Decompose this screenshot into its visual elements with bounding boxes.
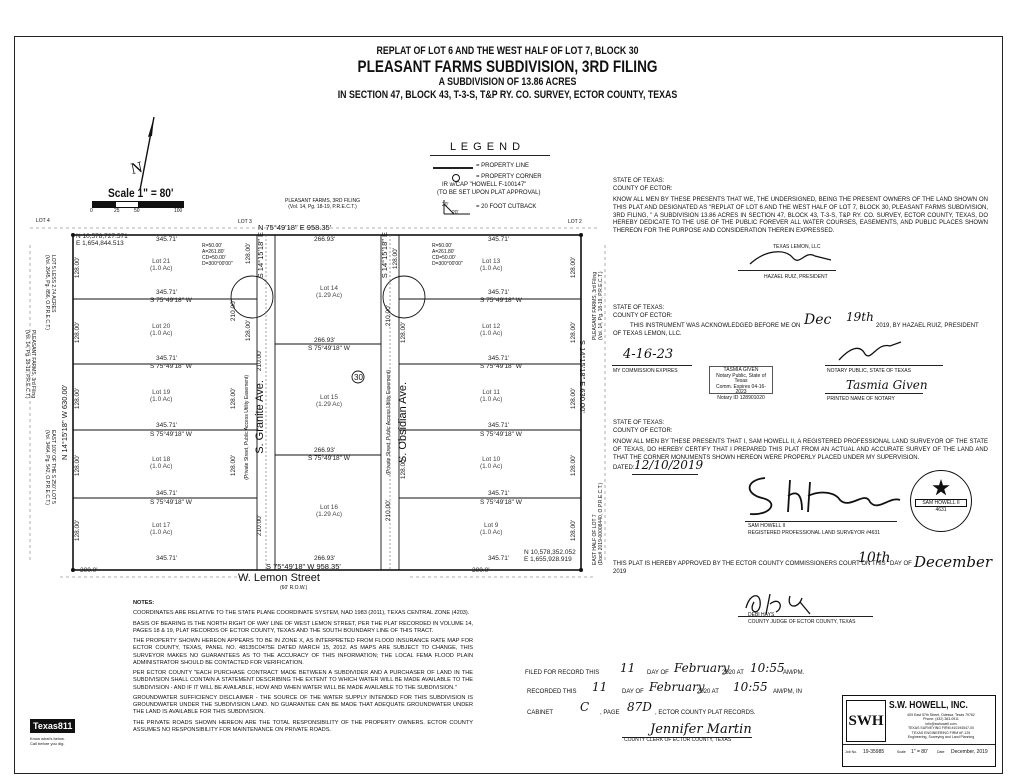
dim-bottom-right: 345.71' (488, 555, 510, 562)
scale-value-tb: 1" = 80' (911, 749, 928, 755)
dim-300-right: 300.0' (472, 567, 490, 574)
surveyor-name: SAM HOWELL II (748, 523, 786, 529)
notary-exp-line (612, 365, 692, 366)
owner-company: TEXAS LEMON, LLC (773, 244, 821, 250)
legend-underline (430, 155, 550, 156)
north-arrow-icon (118, 112, 168, 192)
dim-lot18-south: 345.71' (156, 490, 178, 497)
legend-cap: IR w/CAP "HOWELL F-100147" (442, 182, 527, 188)
legend-property-corner: = PROPERTY CORNER (476, 174, 542, 180)
dim-128-l2: 128.00' (74, 322, 81, 344)
note-4: PER ECTOR COUNTY "EACH PURCHASE CONTRACT MADE BETWEEN A SUBDIVIDER AND A PURCHASER OF LAND IN THE SUBDIVISION SHALL CONTAIN A STATEMENT DESCRIBING THE EXTENT TO WHICH WATER WILL BE MADE AVAILABLE TO THE SUBDIVISION - AND IF IT WILL BE AVAILABLE, HOW AND WHEN WATER WILL BE MADE AVAILABLE TO THE SUBDIVISION." (133, 670, 473, 691)
date-label-tb: Date (937, 750, 945, 754)
lot-13: Lot 13 (1.0 Ac) (480, 258, 503, 273)
surveyor-title: REGISTERED PROFESSIONAL LAND SURVEYOR #4631 (748, 530, 880, 536)
lot-14: Lot 14 (1.29 Ac) (316, 285, 343, 300)
filed-label: FILED FOR RECORD THIS (525, 670, 600, 676)
judge-name: DEBI HAYS (748, 612, 775, 618)
cutback-20-b: 20' (452, 210, 459, 216)
dim-128-r7: 128.00' (400, 322, 407, 344)
firm-title-block (842, 695, 996, 767)
dim-128-l5: 128.00' (74, 520, 81, 542)
dim-128-r3: 128.00' (570, 388, 577, 410)
notary-day-hand: 19th (846, 310, 874, 324)
dim-128-r8: 128.00' (400, 458, 407, 480)
plat-records: , ECTOR COUNTY PLAT RECORDS. (655, 710, 756, 716)
se-coord: N 10,578,352.052 E 1,655,928.919 (524, 549, 576, 563)
dim-210-l3: 210.00' (256, 515, 263, 537)
scale-label: Scale 1" = 80' (108, 186, 174, 200)
scale-tick-50: 50 (134, 208, 140, 214)
notary-year: 2019, BY HAZAEL RUIZ, PRESIDENT (876, 323, 979, 329)
notary-sign-line (825, 365, 943, 366)
filed-dayof: DAY OF (647, 670, 669, 676)
approval-month-hand: December (914, 553, 993, 571)
recorded-day: 11 (592, 680, 608, 694)
notes-block: NOTES: COORDINATES ARE RELATIVE TO THE STATE PLANE COORDINATE SYSTEM, NAD 1983 (2011), TEXAS CENTRAL ZONE (4203). BASIS OF BEARING IS THE NORTH RIGHT OF WAY LINE OF WEST LEMON STREET, PER THE PLAT RECORDED IN VOLUME 14, PAGES 18 & 19, PLAT RECORDS OF ECTOR COUNTY, TEXAS AND THE SOUTH BOUNDARY LINE OF THIS TRACT. THE PROPERTY SHOWN HEREON APPEARS TO BE IN ZONE X, AS INTERPRETED FROM FLOOD INSURANCE RATE MAP FOR ECTOR COUNTY, TEXAS, PANEL NO. 48135C0475E DATED MARCH 15, 2012. AS MAPS ARE SUBJECT TO CHANGE, THIS SURVEYOR MAKES NO GUARANTEES AS TO THE ACCURACY OF THIS INFORMATION; THE LOCAL FEMA FLOOD PLAIN ADMINISTRATOR SHOULD BE CONTACTED FOR VERIFICATION. PER ECTOR COUNTY "EACH PURCHASE CONTRACT MADE BETWEEN A SUBDIVIDER AND A PURCHASER OF LAND IN THE SUBDIVISION SHALL CONTAIN A STATEMENT DESCRIBING THE EXTENT TO WHICH WATER WILL BE MADE AVAILABLE TO THE SUBDIVISION - AND IF IT WILL BE AVAILABLE, HOW AND WHEN WATER WILL BE MADE AVAILABLE TO THE SUBDIVISION." GROUNDWATER SUFFICIENCY DISCLAIMER - THE SOURCE OF THE WATER SUPPLY INTENDED FOR THIS SUBDIVISION IS GROUNDWATER UNDER THE SUBDIVISION LAND. NO GUARANTEE CAN BE MADE THAT ADEQUATE GROUNDWATER UNDER THE LAND IS AVAILABLE FOR THIS SUBDIVISION. THE PRIVATE ROADS SHOWN HEREON ARE THE TOTAL RESPONSIBILITY OF THE PROPERTY OWNERS. ECTOR COUNTY ASSUMES NO RESPONSIBILITY FOR MAINTENANCE ON PRIVATE ROADS. (133, 600, 473, 733)
dim-lot21-south: 345.71' (156, 289, 178, 296)
lot-15: Lot 15 (1.29 Ac) (316, 394, 343, 409)
dim-266-3: 266.93' (314, 447, 336, 454)
lot-10: Lot 10 (1.0 Ac) (480, 456, 503, 471)
approval-day-hand: 10th (858, 550, 891, 566)
clerk-signature: Jennifer Martin (650, 722, 752, 737)
bearing-lot19-south: S 75°49'18" W (150, 431, 192, 438)
lemon-street-row: (60' R.O.W.) (280, 585, 308, 591)
firm-name: S.W. HOWELL, INC. (889, 700, 968, 711)
note-3: THE PROPERTY SHOWN HEREON APPEARS TO BE IN ZONE X, AS INTERPRETED FROM FLOOD INSURANCE RATE MAP FOR ECTOR COUNTY, TEXAS, PANEL NO. 48135C0475E DATED MARCH 15, 2012. AS MAPS ARE SUBJECT TO CHANGE, THIS SURVEYOR MAKES NO GUARANTEES AS TO THE ACCURACY OF THIS INFORMATION; THE LOCAL FEMA FLOOD PLAIN ADMINISTRATOR SHOULD BE CONTACTED FOR VERIFICATION. (133, 638, 473, 666)
dim-210-r2: 210.00' (385, 500, 392, 522)
bearing-lot11-south: S 75°49'18" W (480, 431, 522, 438)
dim-lot19-south: 345.71' (156, 422, 178, 429)
dim-lot20-south: 345.71' (156, 355, 178, 362)
recorded-month: February (649, 680, 705, 694)
note-2: BASIS OF BEARING IS THE NORTH RIGHT OF WAY LINE OF WEST LEMON STREET, PER THE PLAT RECORDED IN VOLUME 14, PAGES 18 & 19, PLAT RECORDS OF ECTOR COUNTY, TEXAS AND THE SOUTH BOUNDARY LINE OF THIS TRACT. (133, 620, 473, 634)
dim-266-bottom: 266.93' (314, 555, 336, 562)
surveyor-certification: STATE OF TEXAS: COUNTY OF ECTOR: KNOW ALL MEN BY THESE PRESENTS THAT I, SAM HOWELL II, A REGISTERED PROFESSIONAL LAND SURVEYOR OF THE STATE OF TEXAS, DO HEREBY CERTIFY THAT I PREPARED THIS PLAT FROM AN ACTUAL AND ACCURATE SURVEY OF THE LAND AND THAT THE CORNER MONUMENTS SHOWN HEREON WERE PROPERLY PLACED UNDER MY SUPERVISION. (613, 420, 988, 461)
legend-heading: L E G E N D (450, 141, 522, 153)
dim-128-l8: 128.00' (230, 455, 237, 477)
note-6: THE PRIVATE ROADS SHOWN HEREON ARE THE TOTAL RESPONSIBILITY OF THE PROPERTY OWNERS. ECTOR COUNTY ASSUMES NO RESPONSIBILITY FOR MAINTENANCE ON PRIVATE ROADS. (133, 719, 473, 733)
cutback-20-a: 20' (442, 202, 449, 208)
notary-block: STATE OF TEXAS: COUNTY OF ECTOR: (613, 305, 673, 319)
dim-128-l4: 128.00' (74, 455, 81, 477)
dim-bottom-left: 345.71' (156, 555, 178, 562)
lot-12: Lot 12 (1.0 Ac) (480, 323, 503, 338)
note-5: GROUNDWATER SUFFICIENCY DISCLAIMER - THE SOURCE OF THE WATER SUPPLY INTENDED FOR THIS SUBDIVISION IS GROUNDWATER UNDER THE SUBDIVISION LAND. NO GUARANTEE CAN BE MADE THAT ADEQUATE GROUNDWATER UNDER THE LAND IS AVAILABLE FOR THIS SUBDIVISION. (133, 694, 473, 716)
obsidian-street-note: (Private Street, Public Access Utility Easement) (386, 370, 392, 475)
dim-top-left: 345.71' (156, 236, 178, 243)
bearing-lot12-south: S 75°49'18" W (480, 363, 522, 370)
east-adjacent-1: PLEASANT FARMS, 3rd Filing (Vol. 14, Pg. 18-19, P.R.E.C.T.) (592, 271, 604, 340)
cabinet-label: CABINET (527, 710, 554, 716)
dim-lot10-south: 345.71' (488, 490, 510, 497)
dim-266-2: 266.93' (314, 337, 336, 344)
scale-label-tb: Scale (897, 750, 906, 754)
west-adjacent-1: LOT 5 LESS 2.74 ACRES (Vol. 2645, Pg. 856, O.P.R.E.C.T.) (44, 255, 56, 330)
title-line-1: REPLAT OF LOT 6 AND THE WEST HALF OF LOT 7, BLOCK 30 (376, 45, 639, 57)
obsidian-bearing: S 14°15'18" E (380, 232, 389, 279)
job-number: 19-35985 (863, 749, 885, 755)
legend-line-sample (433, 167, 473, 169)
dim-300-left: 300.0' (80, 567, 98, 574)
dim-210-l1: 210.00' (230, 300, 237, 322)
adjacent-plat-top: PLEASANT FARMS, 3RD FILING (Vol. 14, Pg. 18-19, P.R.E.C.T.) (285, 198, 360, 210)
legend-cap-note: (TO BE SET UPON PLAT APPROVAL) (437, 190, 541, 196)
block-number: 30 (354, 373, 363, 382)
lot-4-label: LOT 4 (36, 218, 50, 224)
clerk-label: COUNTY CLERK OF ECTOR COUNTY, TEXAS (624, 737, 732, 743)
dim-lot13-south: 345.71' (488, 289, 510, 296)
nw-coord: N 10,578,727.571 E 1,654,844.513 (76, 233, 128, 247)
surveyor-signature (740, 470, 905, 520)
dim-128-r2: 128.00' (570, 322, 577, 344)
notary-expires-hand: 4-16-23 (623, 347, 674, 362)
dim-128-r4: 128.00' (570, 455, 577, 477)
owner-certification: STATE OF TEXAS: COUNTY OF ECTOR: KNOW ALL MEN BY THESE PRESENTS THAT WE, THE UNDERSIGNED, BEING THE PRESENT OWNERS OF THE LAND SHOWN ON THIS PLAT AND DESIGNATED AS "REPLAT OF LOT 6 AND THE WEST HALF OF LOT 7, BLOCK 30, PLEASANT FARMS SUBDIVISION, 3RD FILING, " A SUBDIVISION 13.86 ACRES IN SECTION 47, BLOCK 43, T-3-S, T&P RY. CO. SURVEY, ECTOR COUNTY, TEXAS, DO HEREBY DEDICATE TO THE USE OF THE PUBLIC FOREVER ALL WATER COURSES, EASEMENTS, AND PUBLIC PLACES SHOWN THEREON FOR THE PURPOSE AND CONSIDERATION THEREIN EXPRESSED. (613, 178, 988, 235)
filed-time: 10:55 (750, 661, 785, 675)
judge-title: COUNTY JUDGE OF ECTOR COUNTY, TEXAS (748, 619, 856, 625)
recorded-ampm: AM/PM, IN (773, 689, 803, 695)
cabinet-value: C (580, 700, 590, 714)
bearing-lot13-south: S 75°49'18" W (480, 297, 522, 304)
lot-2-label: LOT 2 (568, 219, 582, 225)
date-value-tb: December, 2019 (951, 749, 988, 755)
legend-cutback: = 20 FOOT CUTBACK (476, 204, 537, 210)
recorded-label: RECORDED THIS (527, 689, 577, 695)
recorded-year: 2020 AT (697, 689, 719, 695)
title-line-3: A SUBDIVISION OF 13.86 ACRES (438, 76, 577, 88)
bearing-lot18-south: S 75°49'18" W (150, 499, 192, 506)
bearing-lot10-south: S 75°49'18" W (480, 499, 522, 506)
notary-body-2: OF TEXAS LEMON, LLC. (613, 331, 682, 337)
obsidian-street-label: S. Obsidian Ave. (397, 382, 409, 464)
lot-9: Lot 9 (1.0 Ac) (480, 522, 503, 537)
filed-month: February (674, 661, 730, 675)
page-value: 87D (627, 700, 652, 714)
owner-signature (745, 246, 835, 270)
dim-128-l6: 128.00' (245, 243, 252, 265)
south-boundary-bearing: S 75°49'18" W 958.35' (266, 562, 341, 571)
approval-text-2: DAY OF (890, 561, 912, 567)
surveyor-seal: SAM HOWELL II 4631 (910, 470, 972, 532)
notary-printed-label: PRINTED NAME OF NOTARY (827, 396, 895, 402)
granite-street-label: S. Granite Ave. (254, 380, 266, 454)
job-label: Job No. (845, 750, 858, 754)
north-label: N (129, 158, 145, 179)
surveyor-dated-label: DATED: (613, 465, 635, 471)
title-line-4: IN SECTION 47, BLOCK 43, T-3-S, T&P RY. CO. SURVEY, ECTOR COUNTY, TEXAS (337, 89, 678, 101)
north-boundary-bearing: N 75°49'18" E 958.35' (258, 223, 332, 232)
notary-expires-label: MY COMMISSION EXPIRES (613, 368, 678, 374)
filed-year: 2020 AT (722, 670, 744, 676)
scale-tick-0: 0 (90, 208, 93, 214)
dim-210-r1: 210.00' (385, 305, 392, 327)
page-label: , PAGE (600, 710, 620, 716)
notary-name-line (825, 393, 923, 394)
dim-210-l2: 210.00' (256, 350, 263, 372)
surveyor-dated-line (632, 474, 698, 475)
notary-body-1: THIS INSTRUMENT WAS ACKNOWLEDGED BEFORE ME ON (630, 323, 801, 329)
title-main: PLEASANT FARMS SUBDIVISION, 3RD FILING (357, 57, 658, 76)
bearing-mid-1: S 75°49'18" W (308, 345, 350, 352)
lemon-street-label: W. Lemon Street (238, 572, 320, 584)
dim-top-right: 345.71' (488, 236, 510, 243)
bearing-lot21-south: S 75°49'18" W (150, 297, 192, 304)
dim-266-top: 266.93' (314, 236, 336, 243)
west-adjacent-2: PLEASANT FARMS, 3rd Filing (Vol. 14, Pg. 18-19, P.R.E.C.T.) (24, 330, 36, 399)
scale-tick-100: 100 (174, 208, 183, 214)
dim-128-r1: 128.00' (570, 257, 577, 279)
notary-seal: TASMIA GIVEN Notary Public, State of Texas Comm. Expires 04-16-2023 Notary ID 128901020 (709, 366, 773, 394)
owner-sign-line (738, 270, 836, 271)
approval-year: 2019 (613, 569, 627, 575)
lot-19: Lot 19 (1.0 Ac) (150, 389, 173, 404)
filed-day: 11 (620, 661, 636, 675)
dim-lot11-south: 345.71' (488, 422, 510, 429)
filed-ampm: AM/PM. (783, 670, 805, 676)
lot-16: Lot 16 (1.29 Ac) (316, 504, 343, 519)
lot-3-label: LOT 3 (238, 219, 252, 225)
seal-star-icon (932, 479, 950, 497)
dim-128-l1: 128.00' (74, 257, 81, 279)
west-adjacent-3: EAST 100' OF THE S 250' LOT 5 (Vol. 3464, Pg. 542, O.P.R.E.C.T.) (44, 430, 56, 505)
granite-bearing: S 14°15'18" E (256, 232, 265, 279)
firm-logo: SWH (846, 700, 886, 742)
bearing-mid-2: S 75°49'18" W (308, 455, 350, 462)
dim-128-l3: 128.00' (74, 388, 81, 410)
lot-21: Lot 21 (1.0 Ac) (150, 258, 173, 273)
surveyor-sign-line (745, 521, 897, 522)
note-1: COORDINATES ARE RELATIVE TO THE STATE PLANE COORDINATE SYSTEM, NAD 1983 (2011), TEXAS CENTRAL ZONE (4203). (133, 610, 470, 617)
approval-text-1: THIS PLAT IS HEREBY APPROVED BY THE ECTOR COUNTY COMMISSIONERS COURT ON THIS (613, 561, 886, 567)
lot-18: Lot 18 (1.0 Ac) (150, 456, 173, 471)
notary-date-hand: Dec (804, 312, 832, 328)
property-corner-icon (452, 174, 460, 182)
curve-data-right: R=50.00' A=261.80' CD=50.00' D=300°00'00" (432, 243, 463, 267)
east-adjacent-2: EAST HALF OF LOT 7 (Doc# 2019-00008440, O.P.R.E.C.T.) (592, 482, 604, 565)
owner-signer: HAZAEL RUIZ, PRESIDENT (764, 274, 828, 280)
notary-name-hand: Tasmia Given (846, 378, 928, 392)
dim-128-l9: 128.00' (230, 388, 237, 410)
recorded-time: 10:55 (733, 680, 768, 694)
surveyor-dated-hand: 12/10/2019 (634, 458, 704, 472)
scale-bar (92, 201, 184, 208)
scale-tick-25: 25 (114, 208, 120, 214)
recorded-dayof: DAY OF (622, 689, 644, 695)
west-boundary-bearing: N 14°15'18" W 630.00' (60, 384, 69, 460)
lot-11: Lot 11 (1.0 Ac) (480, 389, 503, 404)
east-boundary-bearing: S 14°15'18" E 630.00' (578, 340, 587, 413)
notary-signature (835, 338, 905, 364)
legend-property-line: = PROPERTY LINE (476, 163, 529, 169)
lot-17: Lot 17 (1.0 Ac) (150, 522, 173, 537)
texas811-logo: Texas811 Know what's below. Call before you dig. (30, 716, 86, 746)
granite-street-note: (Private Street, Public Access Utility Easement) (244, 375, 250, 480)
notary-public-label: NOTARY PUBLIC, STATE OF TEXAS (827, 368, 911, 374)
plat-drawing (20, 215, 610, 595)
curve-data-left: R=50.00' A=261.80' CD=50.00' D=300°00'00" (202, 243, 233, 267)
lot-20: Lot 20 (1.0 Ac) (150, 323, 173, 338)
dim-128-r5: 128.00' (570, 520, 577, 542)
bearing-lot20-south: S 75°49'18" W (150, 363, 192, 370)
dim-128-r6: 128.00' (392, 248, 399, 270)
dim-lot12-south: 345.71' (488, 355, 510, 362)
firm-address: 409 East 57th Street, Odessa, Texas 79762 Phone: (432) 363-0911 info@swhowell.com TEXAS SURVEYING FIRM #10194547-00 TEXAS ENGINEERING FIRM #F-129 Engineering, Surveying and Land Planning (907, 713, 975, 739)
dim-128-l7: 128.00' (245, 320, 252, 342)
